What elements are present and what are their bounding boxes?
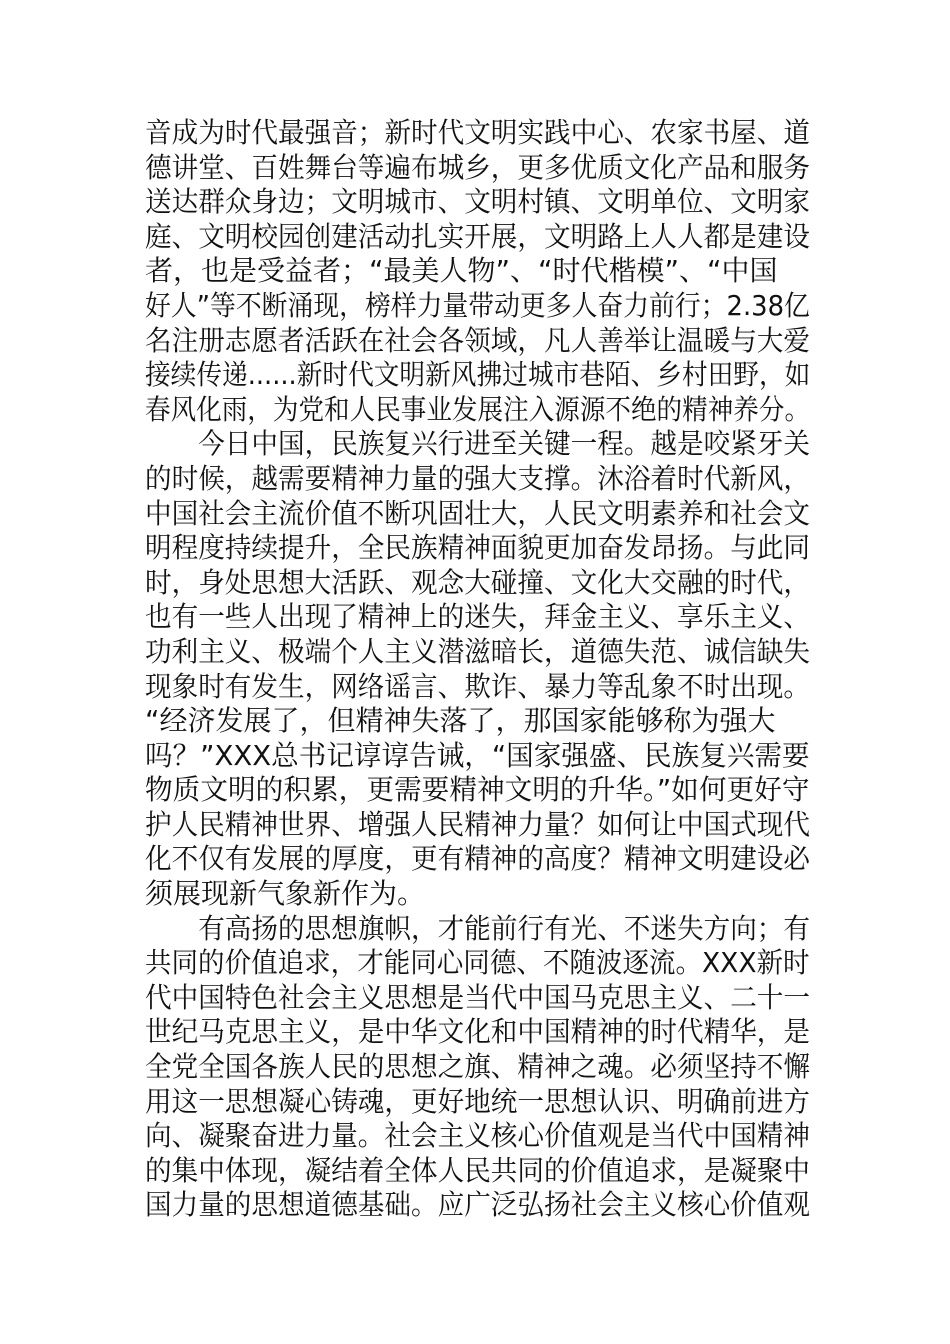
text-line: 者，也是受益者；“最美人物”、“时代楷模”、“中国 [145, 254, 778, 288]
text-line: 春风化雨，为党和人民事业发展注入源源不绝的精神养分。 [145, 392, 811, 426]
text-line: 的集中体现，凝结着全体人民共同的价值追求，是凝聚中 [145, 1153, 811, 1187]
text-line: 德讲堂、百姓舞台等遍布城乡，更多优质文化产品和服务 [145, 150, 811, 184]
text-line: 国力量的思想道德基础。应广泛弘扬社会主义核心价值观 [145, 1188, 811, 1222]
text-line: 庭、文明校园创建活动扎实开展，文明路上人人都是建设 [145, 219, 811, 253]
text-line: 有高扬的思想旗帜，才能前行有光、不迷失方向；有 [145, 911, 811, 945]
text-line: 的时候，越需要精神力量的强大支撑。沐浴着时代新风， [145, 461, 811, 495]
text-line: 明程度持续提升，全民族精神面貌更加奋发昂扬。与此同 [145, 531, 811, 565]
text-line: 名注册志愿者活跃在社会各领域，凡人善举让温暖与大爱 [145, 323, 811, 357]
text-line: 今日中国，民族复兴行进至关键一程。越是咬紧牙关 [145, 427, 811, 461]
text-line: 接续传递......新时代文明新风拂过城市巷陌、乡村田野，如 [145, 358, 811, 392]
text-line: 物质文明的积累，更需要精神文明的升华。”如何更好守 [145, 773, 810, 807]
text-line: 用这一思想凝心铸魂，更好地统一思想认识、明确前进方 [145, 1084, 811, 1118]
body-text [145, 116, 810, 1223]
text-line: 好人”等不断涌现，榜样力量带动更多人奋力前行；2.38亿 [145, 288, 810, 322]
text-line: 时，身处思想大活跃、观念大碰撞、文化大交融的时代， [145, 565, 811, 599]
text-line: 代中国特色社会主义思想是当代中国马克思主义、二十一 [145, 980, 811, 1014]
text-line: 护人民精神世界、增强人民精神力量？如何让中国式现代 [145, 807, 811, 841]
text-line: 功利主义、极端个人主义潜滋暗长，道德失范、诚信缺失 [145, 634, 811, 668]
text-line: 也有一些人出现了精神上的迷失，拜金主义、享乐主义、 [145, 600, 811, 634]
text-line: 世纪马克思主义，是中华文化和中国精神的时代精华，是 [145, 1015, 811, 1049]
text-line: 须展现新气象新作为。 [145, 877, 426, 911]
text-line: 现象时有发生，网络谣言、欺诈、暴力等乱象不时出现。 [145, 669, 811, 703]
text-line: 共同的价值追求，才能同心同德、不随波逐流。XXX新时 [145, 946, 810, 980]
text-line: 吗？”XXX总书记谆谆告诫，“国家强盛、民族复兴需要 [145, 738, 810, 772]
text-line: “经济发展了，但精神失落了，那国家能够称为强大 [145, 704, 776, 738]
text-line: 音成为时代最强音；新时代文明实践中心、农家书屋、道 [145, 116, 811, 149]
text-line: 中国社会主流价值不断巩固壮大，人民文明素养和社会文 [145, 496, 811, 530]
text-line: 送达群众身边；文明城市、文明村镇、文明单位、文明家 [145, 185, 811, 219]
text-line: 全党全国各族人民的思想之旗、精神之魂。必须坚持不懈 [145, 1050, 811, 1084]
text-line: 向、凝聚奋进力量。社会主义核心价值观是当代中国精神 [145, 1119, 811, 1153]
text-line: 化不仅有发展的厚度，更有精神的高度？精神文明建设必 [145, 842, 811, 876]
